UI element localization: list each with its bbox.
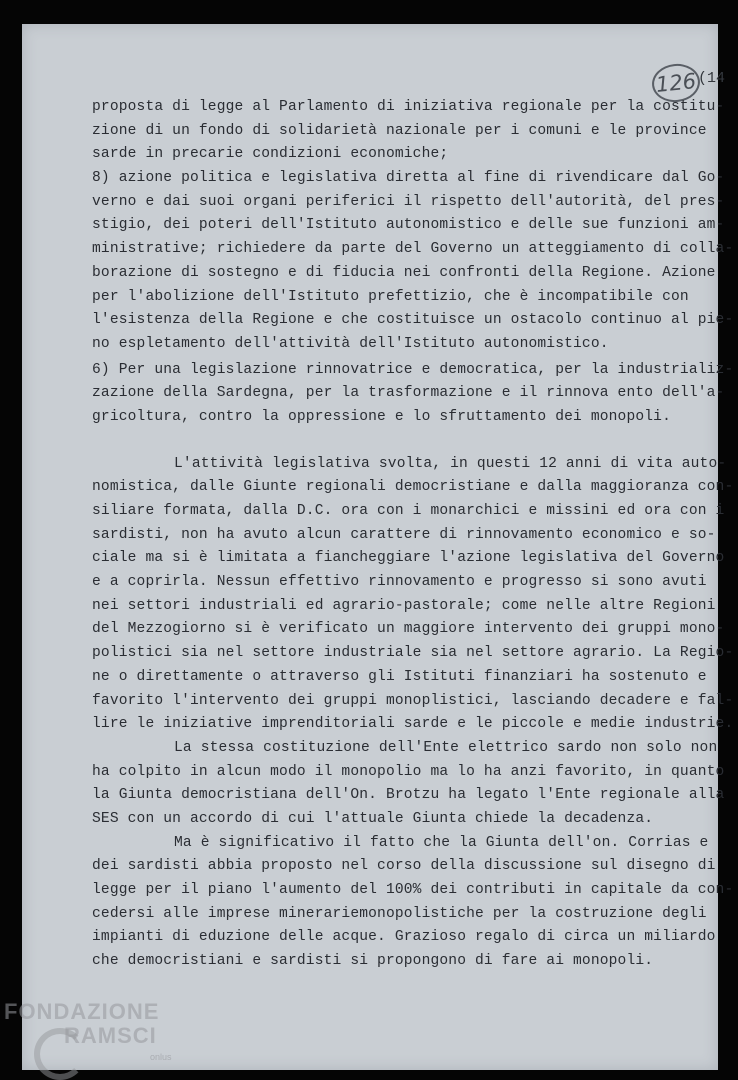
text-line: zione di un fondo di solidarietà nazionale per i comuni e le province bbox=[92, 122, 707, 139]
typed-page-number: (14 bbox=[698, 70, 726, 87]
text-line: La stessa costituzione dell'Ente elettrico sardo non solo non bbox=[174, 739, 718, 756]
text-line: dei sardisti abbia proposto nel corso della discussione sul disegno di bbox=[92, 858, 716, 875]
circled-page-number: 126 bbox=[650, 62, 702, 105]
text-line: la Giunta democristiana dell'On. Brotzu ha legato l'Ente regionale alla bbox=[92, 787, 725, 804]
text-line: L'attività legislativa svolta, in questi 12 anni di vita auto- bbox=[174, 455, 727, 472]
text-line: gricoltura, contro la oppressione e lo sfruttamento dei monopoli. bbox=[92, 408, 671, 425]
text-line: sarde in precarie condizioni economiche; bbox=[92, 146, 449, 163]
watermark-line-1: FONDAZIONE bbox=[4, 999, 160, 1024]
text-line: cedersi alle imprese minerariemonopolistiche per la costruzione degli bbox=[92, 905, 707, 922]
text-line: sardisti, non ha avuto alcun carattere di rinnovamento economico e so- bbox=[92, 526, 716, 543]
text-line: nei settori industriali ed agrario-pastorale; come nelle altre Regioni bbox=[92, 597, 716, 614]
text-line: nomistica, dalle Giunte regionali democristiane e dalla maggioranza con- bbox=[92, 479, 734, 496]
text-line: ne o direttamente o attraverso gli Istituti finanziari ha sostenuto e bbox=[92, 668, 707, 685]
text-line: stigio, dei poteri dell'Istituto autonomistico e delle sue funzioni am- bbox=[92, 217, 725, 234]
text-line: SES con un accordo di cui l'attuale Giunta chiede la decadenza. bbox=[92, 810, 654, 827]
text-line: siliare formata, dalla D.C. ora con i monarchici e missini ed ora con i bbox=[92, 503, 725, 519]
text-line: zazione della Sardegna, per la trasformazione e il rinnova ento dell'a- bbox=[92, 385, 725, 402]
watermark-onlus: onlus bbox=[150, 1052, 172, 1062]
text-line: 8) azione politica e legislativa diretta al fine di rivendicare dal Go- bbox=[92, 170, 725, 187]
text-line: no espletamento dell'attività dell'Istituto autonomistico. bbox=[92, 335, 609, 352]
text-line: che democristiani e sardisti si propongono di fare ai monopoli. bbox=[92, 953, 654, 970]
text-line: Ma è significativo il fatto che la Giunta dell'on. Corrias e bbox=[174, 834, 709, 851]
text-line: ha colpito in alcun modo il monopolio ma lo ha anzi favorito, in quanto bbox=[92, 763, 725, 780]
text-line: ciale ma si è limitata a fiancheggiare l'azione legislativa del Governo bbox=[92, 550, 725, 567]
text-line: per l'abolizione dell'Istituto prefettizio, che è incompatibile con bbox=[92, 288, 689, 305]
text-line: proposta di legge al Parlamento di iniziativa regionale per la costitu- bbox=[92, 99, 725, 115]
watermark-line-2: RAMSCI bbox=[64, 1023, 157, 1048]
watermark-g-logo-icon bbox=[34, 1028, 86, 1080]
text-line: polistici sia nel settore industriale sia nel settore agrario. La Regio- bbox=[92, 645, 734, 662]
text-line: 6) Per una legislazione rinnovatrice e democratica, per la industrializ- bbox=[92, 361, 734, 378]
text-line: e a coprirla. Nessun effettivo rinnovamento e progresso si sono avuti bbox=[92, 574, 707, 591]
text-line: l'esistenza della Regione e che costituisce un ostacolo continuo al pie- bbox=[92, 312, 734, 329]
text-line: del Mezzogiorno si è verificato un maggiore intervento dei gruppi mono- bbox=[92, 621, 725, 638]
text-line: favorito l'intervento dei gruppi monoplistici, lasciando decadere e fal- bbox=[92, 692, 734, 709]
text-line: lire le iniziative imprenditoriali sarde e le piccole e medie industrie. bbox=[92, 716, 734, 733]
typed-body-text bbox=[92, 96, 734, 974]
text-line: ministrative; richiedere da parte del Governo un atteggiamento di colla- bbox=[92, 241, 734, 258]
text-line: borazione di sostegno e di fiducia nei confronti della Regione. Azione bbox=[92, 264, 716, 281]
text-line: impianti di eduzione delle acque. Grazioso regalo di circa un miliardo bbox=[92, 929, 716, 946]
text-line: verno e dai suoi organi periferici il rispetto dell'autorità, del pres- bbox=[92, 193, 725, 210]
text-line: legge per il piano l'aumento del 100% dei contributi in capitale da con- bbox=[92, 882, 734, 898]
